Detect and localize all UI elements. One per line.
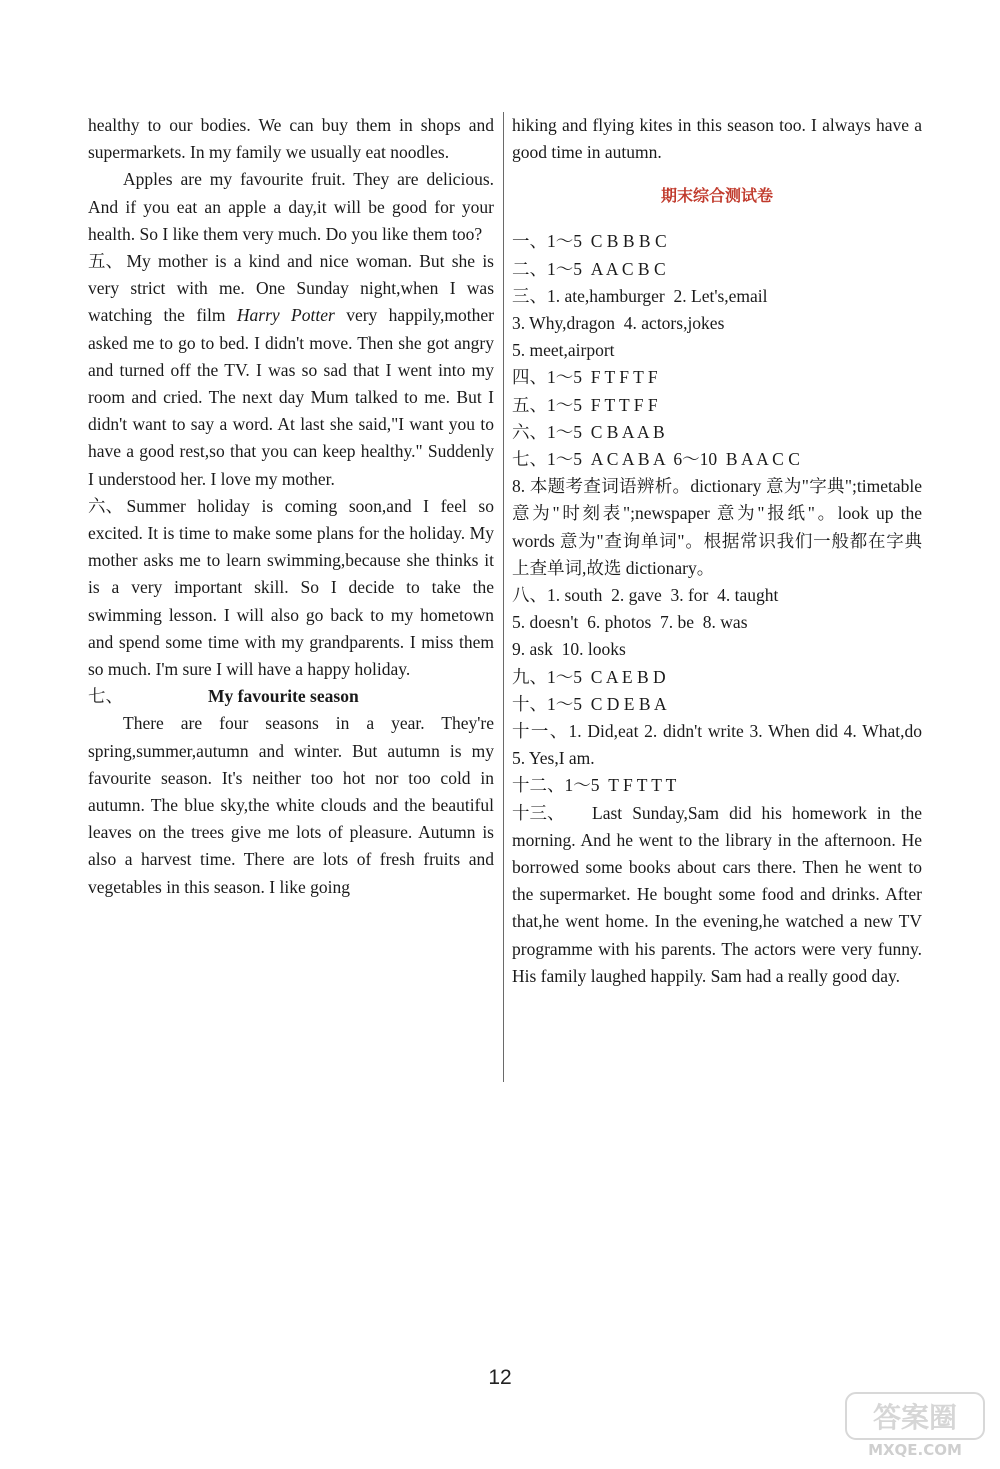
column-divider <box>503 112 504 1082</box>
answer-line: 一、1～5 C B B B C <box>512 231 667 252</box>
question-12-answer: 十二、1～5 T F T T T <box>512 775 677 796</box>
section-5-text-b: very happily,mother asked me to go to bed. I didn't move. Then she got angry and turned off the TV. I was so sad that I went into my room and cried. The next day Mum talked to me. But I didn't want to say a word. At last she said,"I want you to have a good rest,so that you can keep healthy." Suddenly I understood her. I love my mother. <box>88 305 494 489</box>
question-8-explanation: 8. 本题考查词语辨析。dictionary 意为"字典";timetable 意为"时刻表";newspaper 意为"报纸"。look up the words 意为"查询单词"。根据常识我们一般都在字典上查单词,故选 dictionary。 <box>512 476 922 578</box>
section-title: 期末综合测试卷 <box>660 186 773 206</box>
answer-line: 七、1～5 A C A B A 6～10 B A A C C <box>512 449 800 470</box>
left-column <box>88 112 494 901</box>
section-6-text: Summer holiday is coming soon,and I feel so excited. It is time to make some plans for the holiday. My mother asks me to learn swimming,because she thinks it is a very important skill. So I decide to take the swimming lesson. I will also go back to my hometown and spend some time with my grandparents. I miss them so much. I'm sure I will have a happy holiday. <box>88 495 494 680</box>
section-13-essay <box>512 800 922 990</box>
answer-line: 四、1～5 F T F T F <box>512 367 658 388</box>
answer-line: 9. ask 10. looks <box>512 639 626 660</box>
answer-line: 九、1～5 C A E B D <box>512 666 666 687</box>
section-5-essay <box>88 248 494 493</box>
answer-line: 八、1. south 2. gave 3. for 4. taught <box>512 585 779 606</box>
answer-line: 二、1～5 A A C B C <box>512 258 666 279</box>
section-13-text: Last Sunday,Sam did his homework in the morning. And he went to the library in the afternoon. He borrowed some books about cars there. Then he went to the supermarket. He bought some food and drinks. After that,he went home. In the evening,he watched a new TV programme with his parents. The actors were very funny. His family laughed happily. Sam had a really good day. <box>512 802 922 986</box>
answer-line: 十、1～5 C D E B A <box>512 693 667 714</box>
paragraph-healthy: healthy to our bodies. We can buy them in shops and supermarkets. In my family we usually eat noodles. <box>88 115 494 163</box>
section-7-heading <box>88 683 494 710</box>
section-6-essay <box>88 493 494 683</box>
answer-line: 三、1. ate,hamburger 2. Let's,email <box>512 285 768 306</box>
section-7-essay: There are four seasons in a year. They're spring,summer,autumn and winter. But autumn is my favourite season. It's neither too hot nor too cold in autumn. The blue sky,the white clouds and the beautiful leaves on the trees give me lots of pleasure. Autumn is also a harvest time. There are lots of fresh fruits and vegetables in this season. I like going <box>88 713 494 897</box>
answer-line: 六、1～5 C B A A B <box>512 421 665 442</box>
section-6-label: 六、 <box>88 495 123 516</box>
paragraph-apples: Apples are my favourite fruit. They are delicious. And if you eat an apple a day,it will be good for your health. So I like them very much. Do you like them too? <box>88 169 494 244</box>
answer-list-1 <box>512 228 922 473</box>
section-13-label: 十三、 <box>512 802 565 823</box>
film-title: Harry Potter <box>236 305 335 326</box>
watermark-logo-icon <box>840 1389 990 1461</box>
section-7-label: 七、 <box>88 686 123 707</box>
answer-line: 5. meet,airport <box>512 340 615 361</box>
answer-list-2 <box>512 582 922 718</box>
essay-title: My favourite season <box>208 686 359 707</box>
question-11-answer: 十一、1. Did,eat 2. didn't write 3. When did 4. What,do 5. Yes,I am. <box>512 721 922 769</box>
watermark-url: MXQE.COM <box>868 1441 962 1459</box>
answer-line: 5. doesn't 6. photos 7. be 8. was <box>512 612 748 633</box>
page-number: 12 <box>488 1366 512 1389</box>
right-column <box>512 112 922 990</box>
section-5-text-a: My mother is a kind and nice woman. But she is very strict with me. One Sunday night,when I was watching the film <box>88 251 494 326</box>
section-5-label: 五、 <box>88 251 123 272</box>
answer-line: 3. Why,dragon 4. actors,jokes <box>512 313 725 334</box>
watermark-logo-text: 答案圈 <box>872 1401 958 1434</box>
answer-line: 五、1～5 F T T F F <box>512 394 658 415</box>
essay-continuation: hiking and flying kites in this season too. I always have a good time in autumn. <box>512 115 922 163</box>
